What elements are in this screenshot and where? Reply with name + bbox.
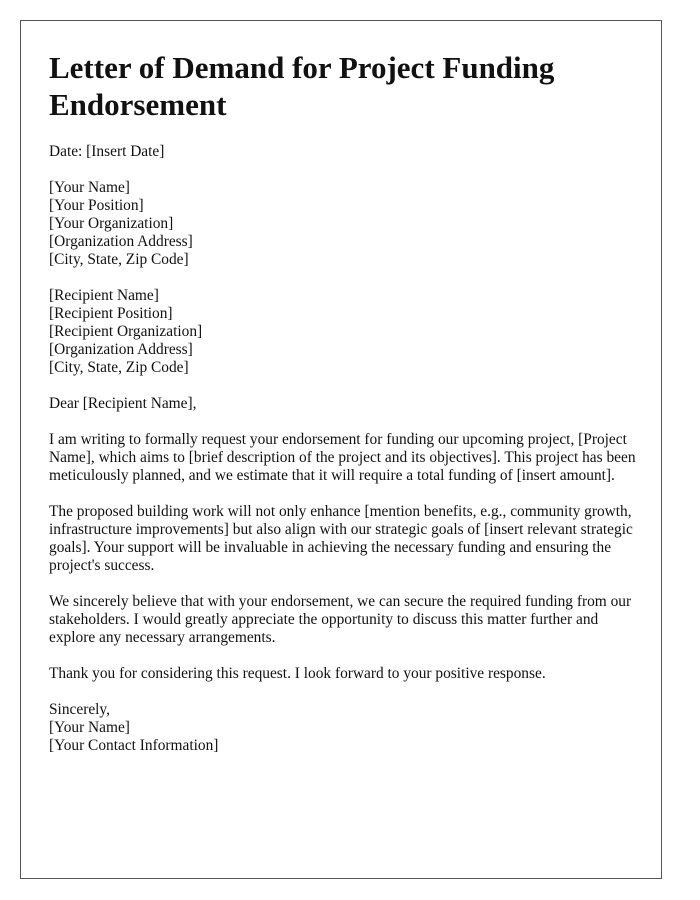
recipient-organization-address: [Organization Address] [49, 341, 193, 358]
body-paragraph-thanks: Thank you for considering this request. I look forward to your positive response. [49, 665, 546, 682]
sender-name: [Your Name] [49, 179, 130, 196]
body-paragraph-endorsement: We sincerely believe that with your endorsement, we can secure the required funding from our stakeholders. I would greatly appreciate the opportunity to discuss this matter further and explore any necessary arrangements. [49, 593, 632, 646]
closing-valediction: Sincerely, [49, 701, 110, 718]
letter-page [20, 20, 662, 879]
sender-address-block [49, 179, 639, 269]
sender-organization-address: [Organization Address] [49, 233, 193, 250]
recipient-city-state-zip: [City, State, Zip Code] [49, 359, 189, 376]
recipient-address-block [49, 287, 639, 377]
letter-title: Letter of Demand for Project Funding Endorsement [49, 50, 555, 122]
recipient-organization: [Recipient Organization] [49, 323, 203, 340]
recipient-position: [Recipient Position] [49, 305, 173, 322]
recipient-name: [Recipient Name] [49, 287, 159, 304]
closing-contact-information: [Your Contact Information] [49, 737, 219, 754]
sender-organization: [Your Organization] [49, 215, 174, 232]
date-line: Date: [Insert Date] [49, 143, 165, 160]
sender-position: [Your Position] [49, 197, 144, 214]
closing-signer-name: [Your Name] [49, 719, 130, 736]
letter-content [49, 49, 639, 773]
body-paragraph-request: I am writing to formally request your endorsement for funding our upcoming project, [Project Name], which aims to [brief description of the project and its objectives]. This project has been meticulously planned, and we estimate that it will require a total funding of [insert amount]. [49, 431, 636, 484]
sender-city-state-zip: [City, State, Zip Code] [49, 251, 189, 268]
closing-block [49, 701, 639, 755]
salutation: Dear [Recipient Name], [49, 395, 197, 412]
body-paragraph-benefits: The proposed building work will not only enhance [mention benefits, e.g., community growth, infrastructure improvements] but also align with our strategic goals of [insert relevant strategic goals]. Your support will be invaluable in achieving the necessary funding and ensuring the project's success. [49, 503, 633, 574]
